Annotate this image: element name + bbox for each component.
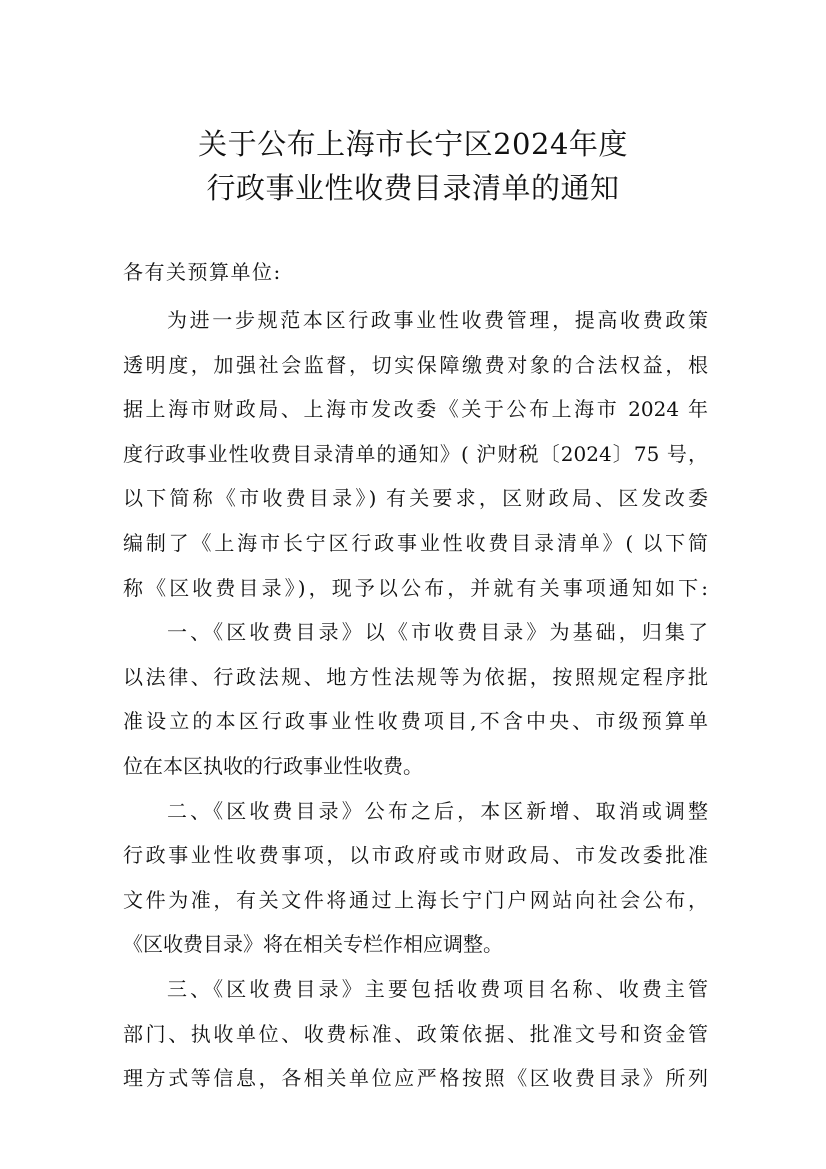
paragraph-intro bbox=[123, 298, 708, 610]
paragraph-line: 三、《区收费目录》主要包括收费项目名称、收费主管 bbox=[167, 976, 708, 1001]
paragraph-line: 编制了《上海市长宁区行政事业性收费目录清单》( 以下简 bbox=[123, 530, 708, 555]
salutation: 各有关预算单位: bbox=[123, 260, 282, 284]
paragraph-line: 为进一步规范本区行政事业性收费管理，提高收费政策 bbox=[167, 308, 708, 332]
paragraph-line: 文件为准，有关文件将通过上海长宁门户网站向社会公布， bbox=[123, 887, 708, 912]
paragraph-line: 称《区收费目录》)，现予以公布，并就有关事项通知如下: bbox=[123, 575, 708, 600]
paragraph-line: 以法律、行政法规、地方性法规等为依据，按照规定程序批 bbox=[123, 664, 708, 689]
paragraph-item-1 bbox=[123, 610, 708, 788]
paragraph-line: 透明度，加强社会监督，切实保障缴费对象的合法权益，根 bbox=[123, 352, 708, 377]
document-title-line-1: 关于公布上海市长宁区2024年度 bbox=[198, 127, 628, 161]
paragraph-line: 二、《区收费目录》公布之后，本区新增、取消或调整 bbox=[167, 798, 708, 823]
paragraph-line: 以下简称《市收费目录》) 有关要求，区财政局、区发改委 bbox=[123, 486, 708, 511]
paragraph-line: 度行政事业性收费目录清单的通知》( 沪财税〔2024〕75 号， bbox=[123, 441, 708, 466]
document-body bbox=[123, 298, 708, 1101]
paragraph-line: 位在本区执收的行政事业性收费。 bbox=[123, 753, 423, 778]
paragraph-line: 据上海市财政局、上海市发改委《关于公布上海市 2024 年 bbox=[123, 397, 708, 422]
paragraph-line: 部门、执收单位、收费标准、政策依据、批准文号和资金管 bbox=[123, 1021, 708, 1046]
paragraph-line: 一、《区收费目录》以《市收费目录》为基础，归集了 bbox=[167, 620, 708, 645]
document-title-line-2: 行政事业性收费目录清单的通知 bbox=[206, 171, 620, 205]
paragraph-item-3 bbox=[123, 967, 708, 1101]
paragraph-line: 行政事业性收费事项，以市政府或市财政局、市发改委批准 bbox=[123, 843, 708, 868]
paragraph-line: 理方式等信息，各相关单位应严格按照《区收费目录》所列 bbox=[123, 1066, 708, 1091]
paragraph-line: 准设立的本区行政事业性收费项目,不含中央、市级预算单 bbox=[123, 709, 708, 734]
paragraph-item-2 bbox=[123, 789, 708, 967]
paragraph-line: 《区收费目录》将在相关专栏作相应调整。 bbox=[123, 932, 503, 957]
